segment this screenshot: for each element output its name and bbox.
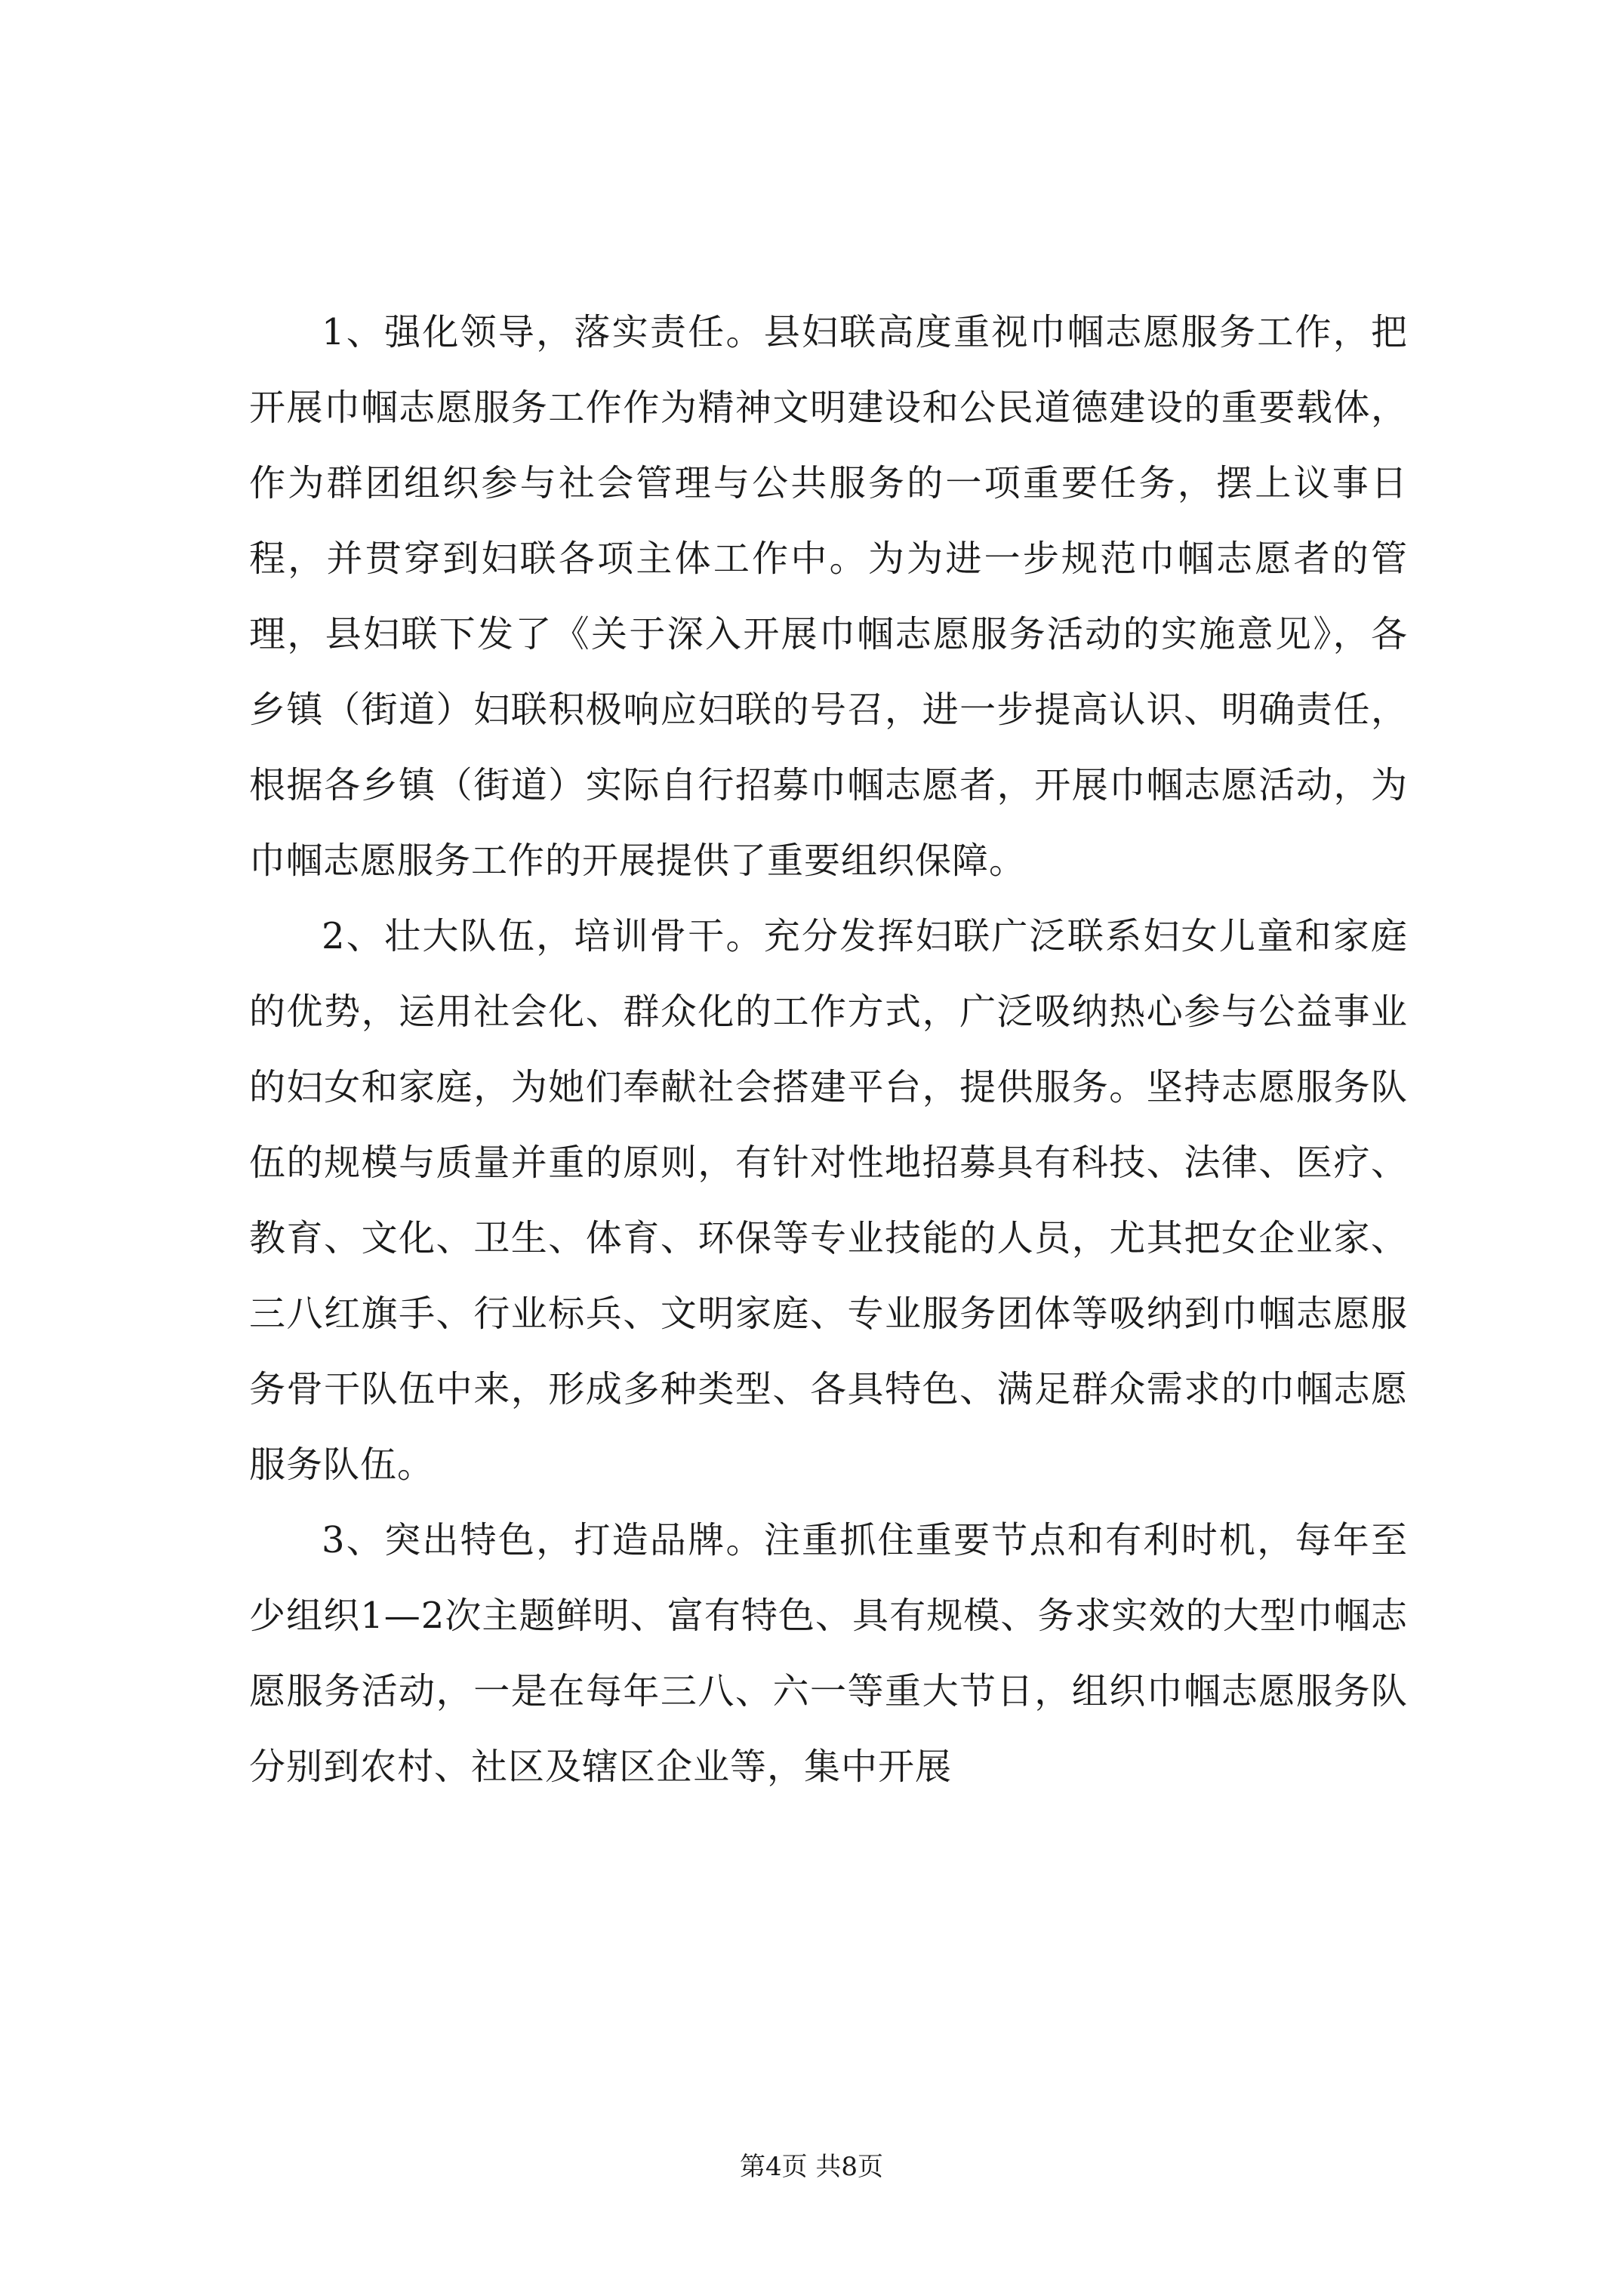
page-number-footer: 第4页 共8页 <box>739 2152 884 2182</box>
paragraph-3: 3、突出特色，打造品牌。注重抓住重要节点和有利时机，每年至少组织1—2次主题鲜明、富有特色、具有规模、务求实效的大型巾帼志愿服务活动，一是在每年三八、六一等重大节日，组织巾帼志愿服务队分别到农村、社区及辖区企业等，集中开展 <box>249 1519 1408 1788</box>
document-body <box>249 294 1408 1804</box>
paragraph-1: 1、强化领导，落实责任。县妇联高度重视巾帼志愿服务工作，把开展巾帼志愿服务工作作为精神文明建设和公民道德建设的重要载体，作为群团组织参与社会管理与公共服务的一项重要任务，摆上议事日程，并贯穿到妇联各项主体工作中。为为进一步规范巾帼志愿者的管理，县妇联下发了《关于深入开展巾帼志愿服务活动的实施意见》，各乡镇（街道）妇联积极响应妇联的号召，进一步提高认识、明确责任，根据各乡镇（街道）实际自行招募巾帼志愿者，开展巾帼志愿活动，为巾帼志愿服务工作的开展提供了重要组织保障。 <box>249 311 1408 882</box>
paragraph-2: 2、壮大队伍，培训骨干。充分发挥妇联广泛联系妇女儿童和家庭的优势，运用社会化、群众化的工作方式，广泛吸纳热心参与公益事业的妇女和家庭，为她们奉献社会搭建平台，提供服务。坚持志愿服务队伍的规模与质量并重的原则，有针对性地招募具有科技、法律、医疗、教育、文化、卫生、体育、环保等专业技能的人员，尤其把女企业家、三八红旗手、行业标兵、文明家庭、专业服务团体等吸纳到巾帼志愿服务骨干队伍中来，形成多种类型、各具特色、满足群众需求的巾帼志愿服务队伍。 <box>249 915 1408 1486</box>
